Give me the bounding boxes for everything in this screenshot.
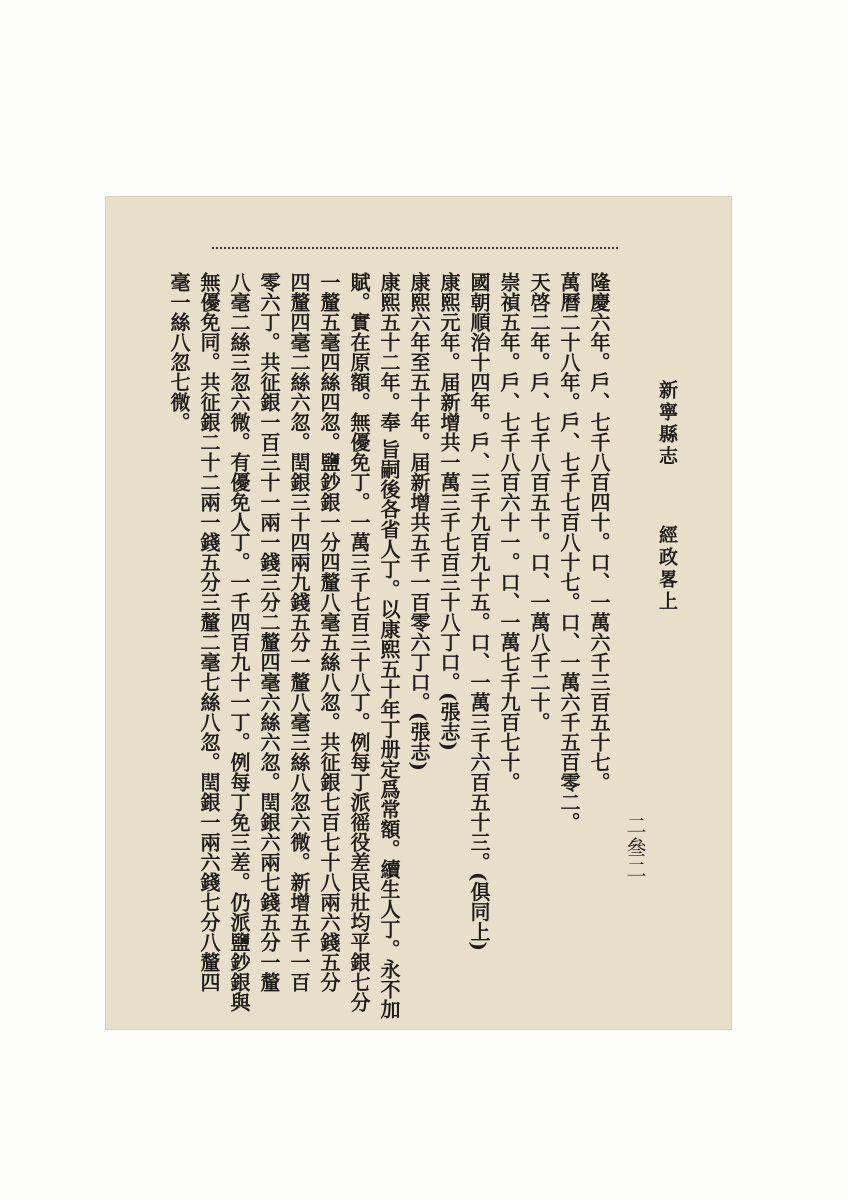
text-column-2: 萬曆二十八年。戶、七千七百八十七。口、一萬六千五百零二。	[557, 272, 581, 832]
text-column-10: 一釐五毫四絲四忽。鹽鈔銀一分四釐八毫五絲八忽。共征銀七百七十八兩六錢五分	[317, 272, 341, 992]
text-column-11: 四釐四毫二絲六忽。閏銀三十四兩九錢五分一釐八毫三絲八忽六微。新增五千一百	[287, 272, 311, 992]
page-number: 二叄二	[623, 815, 647, 881]
text-column-8: 康熙五十二年。奉 旨嗣後各省人丁。以康熙五十年丁册定爲常額。續生人丁。永不加	[377, 272, 401, 1019]
top-dotted-rule	[212, 247, 618, 249]
book-title: 新寧縣志	[656, 380, 678, 468]
text-column-12: 零六丁。共征銀一百三十一兩一錢三分二釐四毫六絲六忽。閏銀六兩七錢五分一釐	[257, 272, 281, 992]
text-column-3: 天啓二年。戶、七千八百五十。口、一萬八千二十。	[527, 272, 551, 732]
text-column-13: 八毫二絲三忽六微。有優免人丁。一千四百九十一丁。例每丁免三差。仍派鹽鈔銀與	[227, 272, 251, 1012]
text-column-4: 崇禎五年。戶、七千八百六十一。口、一萬七千九百七十。	[497, 272, 521, 792]
text-column-9: 賦。實在原額。無優免丁。一萬三千七百三十八丁。例每丁派徭役差民壯均平銀七分	[347, 272, 371, 1012]
section-title: 經政畧上	[656, 525, 678, 613]
text-column-15: 毫一絲八忽七微。	[167, 272, 191, 432]
text-column-14: 無優免同。共征銀二十二兩一錢五分三釐二毫七絲八忽。閏銀一兩六錢七分八釐四	[197, 272, 221, 992]
text-column-7: 康熙六年至五十年。届新增共五千一百零六丁口。(張志)	[407, 272, 431, 771]
text-column-5: 國朝順治十四年。戶、三千九百九十五。口、一萬三千六百五十三。(俱同上)	[467, 272, 491, 951]
text-column-1: 隆慶六年。戶、七千八百四十。口、一萬六千三百五十七。	[587, 272, 611, 792]
text-column-6: 康熙元年。届新增共一萬三千七百三十八丁口。(張志)	[437, 272, 461, 751]
